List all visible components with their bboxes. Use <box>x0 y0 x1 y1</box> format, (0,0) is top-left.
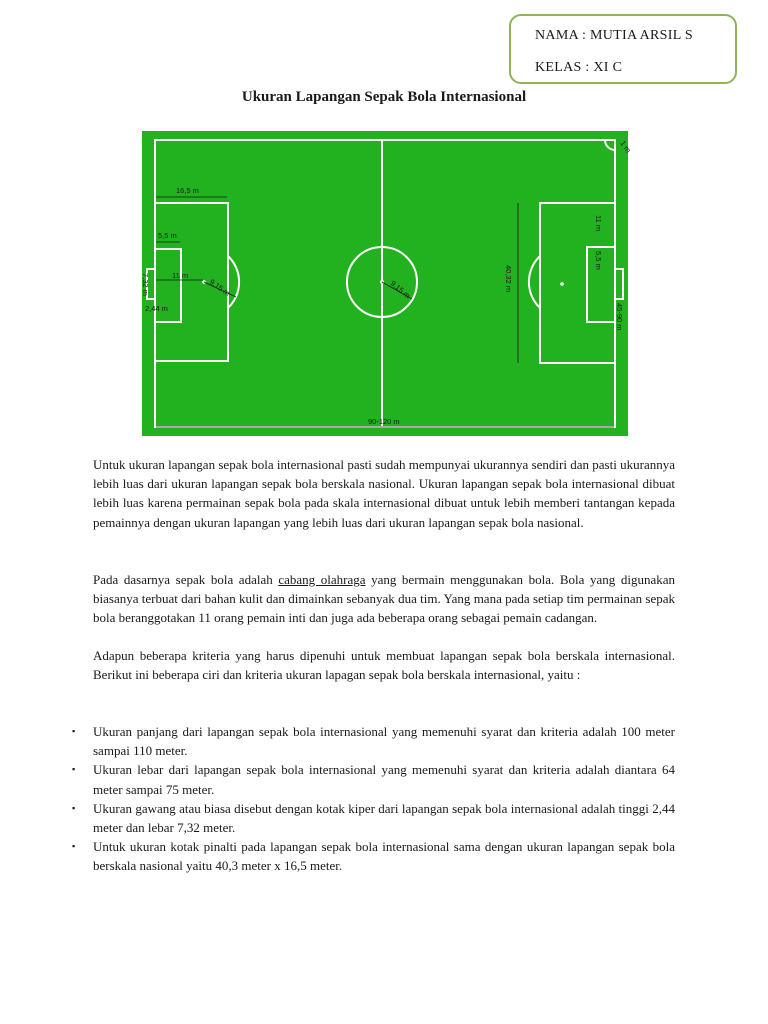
label-right-goal-area: 5,5 m <box>594 251 603 270</box>
label-arc-radius: 9,15 m <box>207 277 232 298</box>
bullet-square-icon: ▪ <box>72 802 76 813</box>
student-class: KELAS : XI C <box>535 60 623 75</box>
label-center-radius: 9,15 m <box>388 278 413 301</box>
paragraph-criteria-intro: Adapun beberapa kriteria yang harus dipenuhi untuk membuat lapangan sepak bola berskala internasional. Berikut ini beberapa ciri dan kriteria ukuran lapagan sepak bola berskala internasional, yaitu : <box>93 648 675 683</box>
label-penalty-spot: 11 m <box>172 271 189 280</box>
link-cabang-olahraga[interactable]: cabang olahraga <box>278 572 366 587</box>
right-penalty-spot <box>560 282 564 286</box>
soccer-field-diagram <box>141 131 633 436</box>
paragraph-definition <box>93 570 675 628</box>
label-right-spot: 11 m <box>594 215 603 232</box>
paragraph-intro: Untuk ukuran lapangan sepak bola internasional pasti sudah mempunyai ukurannya sendiri dan pasti ukurannya lebih luas dari ukuran lapangan sepak bola berskala nasional. Ukuran lapangan sepak bola internasional dibuat lebih luas karena permainan sepak bola pada skala internasional dibuat untuk lebih memberi tantangan kepada pemainnya dengan ukuran lapangan yang lebih luas dari ukuran lapangan sepak bola nasional. <box>93 457 675 530</box>
paragraph-definition-end: yang bermain menggunakan bola. Bola yang digunakan biasanya terbuat dari bahan kulit dan dimainkan sebanyak dua tim. Yang mana pada setiap tim permainan sepak bola beranggotakan 11 orang pemain inti dan juga ada beberapa orang sebagai pemain cadangan. <box>93 572 675 626</box>
label-length-range: 90-120 m <box>368 417 400 426</box>
list-item: ▪ Ukuran gawang atau biasa disebut dengan kotak kiper dari lapangan sepak bola internasional adalah tinggi 2,44 meter dan lebar 7,32 meter. <box>72 800 675 836</box>
label-goal-height: 2,44 m <box>145 304 168 313</box>
student-info-box <box>509 14 737 84</box>
label-corner: 1 m <box>618 138 633 155</box>
label-width-range: 45-90 m <box>615 303 624 331</box>
page-title: Ukuran Lapangan Sepak Bola Internasional <box>241 89 527 105</box>
list-item: ▪ Ukuran lebar dari lapangan sepak bola internasional yang memenuhi syarat dan kriteria adalah diantara 64 meter sampai 75 meter. <box>72 762 675 797</box>
student-name: NAMA : MUTIA ARSIL S <box>535 28 693 43</box>
bullet-square-icon: ▪ <box>72 764 76 775</box>
list-item: ▪ Untuk ukuran kotak pinalti pada lapangan sepak bola internasional sama dengan ukuran lapangan sepak bola berskala nasional yaitu 40,3 meter x 16,5 meter. <box>72 839 675 874</box>
list-item: ▪ Ukuran panjang dari lapangan sepak bola internasional yang memenuhi syarat dan kriteria adalah 100 meter sampai 110 meter. <box>72 724 675 759</box>
label-penalty-depth: 16,5 m <box>176 186 199 195</box>
bullet-square-icon: ▪ <box>72 726 76 736</box>
label-goal-area-depth: 5,5 m <box>158 231 177 240</box>
label-goal-width: 7,32 m <box>141 273 150 296</box>
bullet-square-icon: ▪ <box>72 841 76 852</box>
criteria-list <box>72 722 675 876</box>
paragraph-definition-start: Pada dasarnya sepak bola adalah <box>93 572 279 587</box>
label-penalty-width: 40,32 m <box>504 265 513 293</box>
